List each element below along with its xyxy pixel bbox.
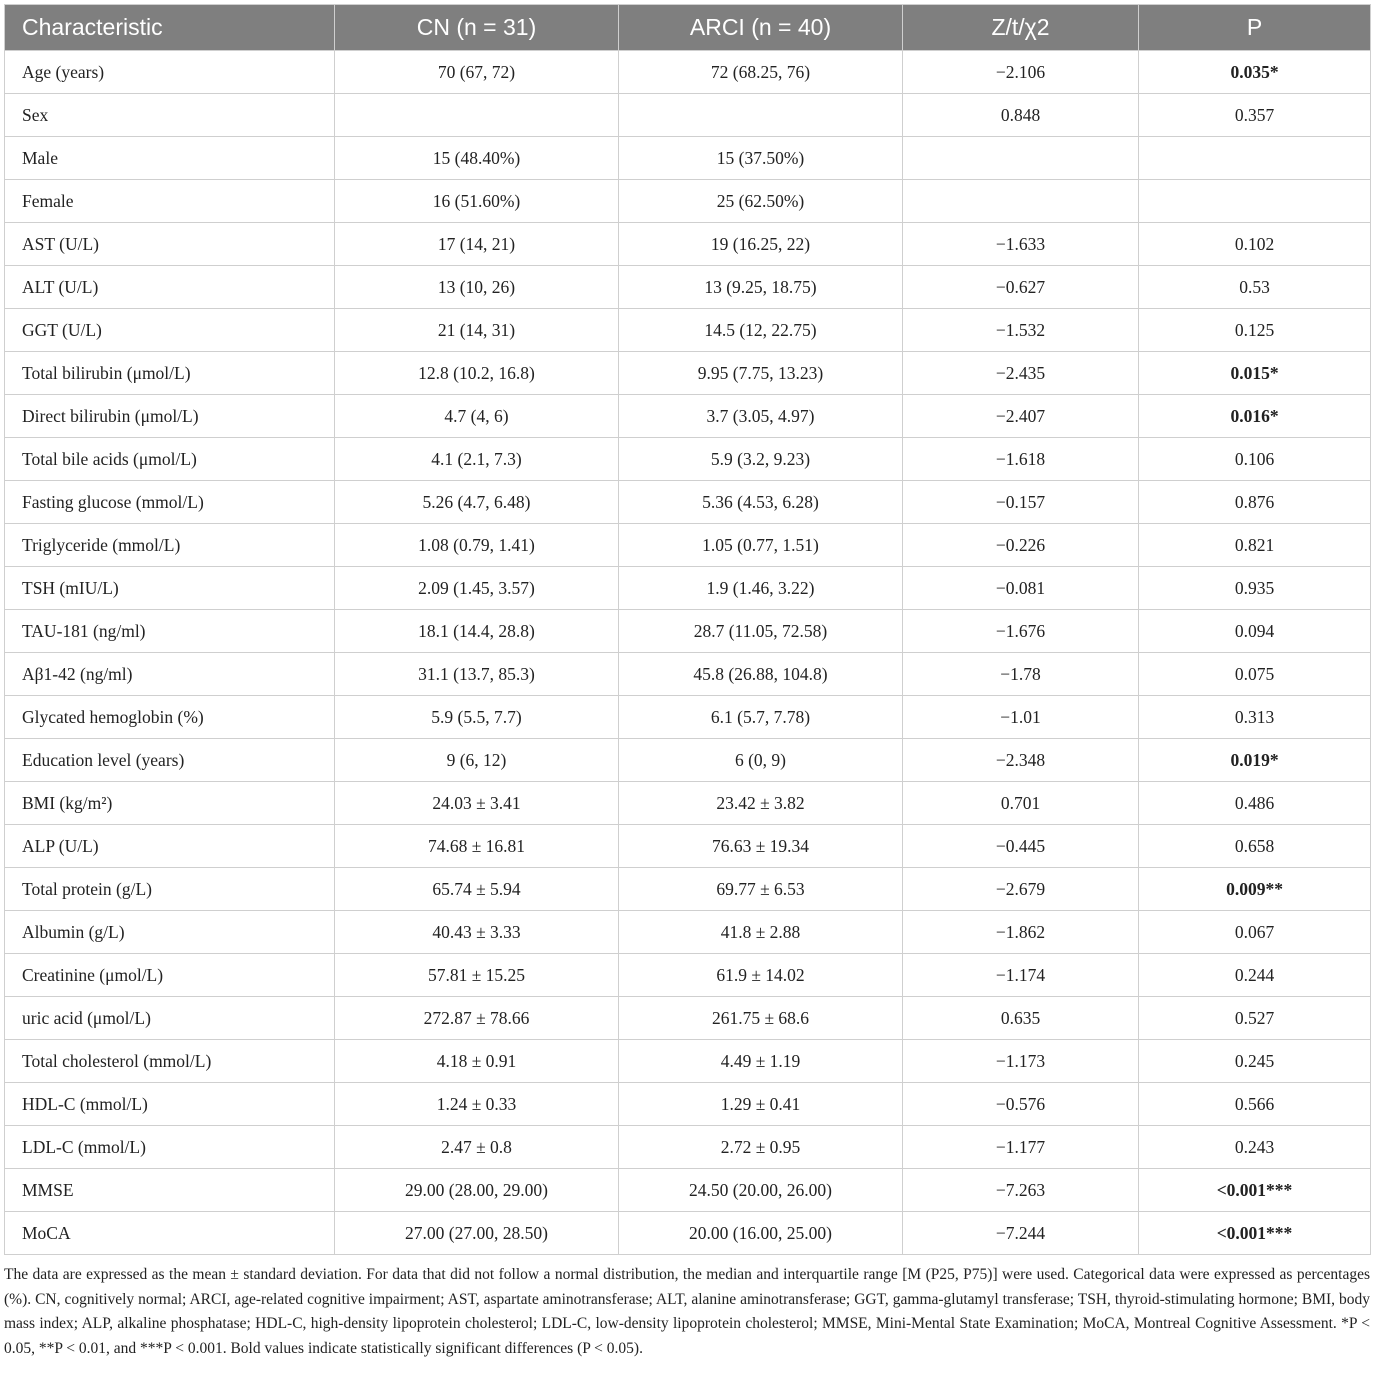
cell-cn: 21 (14, 31): [335, 309, 619, 352]
table-row: [5, 1212, 1371, 1255]
cell-statistic: −2.407: [903, 395, 1139, 438]
cell-characteristic: MoCA: [5, 1212, 335, 1255]
cell-statistic: −0.445: [903, 825, 1139, 868]
table-row: [5, 653, 1371, 696]
cell-arci: [619, 94, 903, 137]
cell-arci: 1.29 ± 0.41: [619, 1083, 903, 1126]
cell-statistic: −1.618: [903, 438, 1139, 481]
cell-statistic: −1.633: [903, 223, 1139, 266]
cell-statistic: −0.627: [903, 266, 1139, 309]
cell-p-value: 0.53: [1139, 266, 1371, 309]
cell-statistic: −0.576: [903, 1083, 1139, 1126]
cell-statistic: 0.635: [903, 997, 1139, 1040]
table-body: [5, 51, 1371, 1255]
cell-arci: 45.8 (26.88, 104.8): [619, 653, 903, 696]
cell-characteristic: Education level (years): [5, 739, 335, 782]
characteristics-table: [4, 4, 1371, 1255]
cell-statistic: −0.081: [903, 567, 1139, 610]
cell-arci: 25 (62.50%): [619, 180, 903, 223]
cell-characteristic: AST (U/L): [5, 223, 335, 266]
cell-p-value: 0.019*: [1139, 739, 1371, 782]
cell-characteristic: BMI (kg/m²): [5, 782, 335, 825]
cell-characteristic: Total bile acids (μmol/L): [5, 438, 335, 481]
cell-p-value: 0.075: [1139, 653, 1371, 696]
table-row: [5, 352, 1371, 395]
cell-arci: 20.00 (16.00, 25.00): [619, 1212, 903, 1255]
header-cn: CN (n = 31): [335, 5, 619, 51]
cell-characteristic: Direct bilirubin (μmol/L): [5, 395, 335, 438]
cell-statistic: −2.106: [903, 51, 1139, 94]
table-row: [5, 696, 1371, 739]
table-row: [5, 739, 1371, 782]
cell-cn: 4.18 ± 0.91: [335, 1040, 619, 1083]
table-footnote: The data are expressed as the mean ± standard deviation. For data that did not follow a normal distribution, the median and interquartile range [M (P25, P75)] were used. Categorical data were expressed as percentages (%). CN, cognitively normal; ARCI, age-related cognitive impairment; AST, aspartate aminotransferase; ALT, alanine aminotransferase; GGT, gamma-glutamyl transferase; TSH, thyroid-stimulating hormone; BMI, body mass index; ALP, alkaline phosphatase; HDL-C, high-density lipoprotein cholesterol; LDL-C, low-density lipoprotein cholesterol; MMSE, Mini-Mental State Examination; MoCA, Montreal Cognitive Assessment. *P < 0.05, **P < 0.01, and ***P < 0.001. Bold values indicate statistically significant differences (P < 0.05).: [4, 1266, 1370, 1357]
cell-characteristic: TAU-181 (ng/ml): [5, 610, 335, 653]
cell-p-value: 0.935: [1139, 567, 1371, 610]
cell-p-value: 0.566: [1139, 1083, 1371, 1126]
cell-characteristic: Aβ1-42 (ng/ml): [5, 653, 335, 696]
cell-p-value: 0.357: [1139, 94, 1371, 137]
table-row: [5, 266, 1371, 309]
cell-cn: 17 (14, 21): [335, 223, 619, 266]
cell-arci: 6 (0, 9): [619, 739, 903, 782]
table-row: [5, 1126, 1371, 1169]
cell-cn: 27.00 (27.00, 28.50): [335, 1212, 619, 1255]
cell-p-value: 0.243: [1139, 1126, 1371, 1169]
table-row: [5, 1169, 1371, 1212]
cell-cn: 15 (48.40%): [335, 137, 619, 180]
cell-p-value: 0.527: [1139, 997, 1371, 1040]
cell-characteristic: GGT (U/L): [5, 309, 335, 352]
cell-arci: 4.49 ± 1.19: [619, 1040, 903, 1083]
table-row: [5, 954, 1371, 997]
cell-cn: 16 (51.60%): [335, 180, 619, 223]
cell-statistic: −1.78: [903, 653, 1139, 696]
table-row: [5, 137, 1371, 180]
cell-statistic: −2.435: [903, 352, 1139, 395]
cell-arci: 41.8 ± 2.88: [619, 911, 903, 954]
cell-characteristic: Total protein (g/L): [5, 868, 335, 911]
cell-p-value: 0.821: [1139, 524, 1371, 567]
table-header: [5, 5, 1371, 51]
cell-p-value: <0.001***: [1139, 1169, 1371, 1212]
cell-characteristic: TSH (mIU/L): [5, 567, 335, 610]
header-characteristic: Characteristic: [5, 5, 335, 51]
cell-characteristic: Male: [5, 137, 335, 180]
cell-characteristic: Glycated hemoglobin (%): [5, 696, 335, 739]
cell-p-value: 0.106: [1139, 438, 1371, 481]
cell-p-value: [1139, 180, 1371, 223]
cell-characteristic: MMSE: [5, 1169, 335, 1212]
cell-arci: 1.05 (0.77, 1.51): [619, 524, 903, 567]
cell-cn: 18.1 (14.4, 28.8): [335, 610, 619, 653]
cell-cn: 2.47 ± 0.8: [335, 1126, 619, 1169]
header-p-value: P: [1139, 5, 1371, 51]
table-row: [5, 997, 1371, 1040]
cell-arci: 15 (37.50%): [619, 137, 903, 180]
cell-p-value: 0.245: [1139, 1040, 1371, 1083]
table-row: [5, 481, 1371, 524]
cell-arci: 6.1 (5.7, 7.78): [619, 696, 903, 739]
cell-cn: 9 (6, 12): [335, 739, 619, 782]
table-row: [5, 395, 1371, 438]
cell-p-value: <0.001***: [1139, 1212, 1371, 1255]
cell-statistic: −0.157: [903, 481, 1139, 524]
cell-statistic: −1.177: [903, 1126, 1139, 1169]
cell-characteristic: Age (years): [5, 51, 335, 94]
cell-statistic: −1.532: [903, 309, 1139, 352]
cell-p-value: 0.035*: [1139, 51, 1371, 94]
table-row: [5, 51, 1371, 94]
cell-statistic: −1.173: [903, 1040, 1139, 1083]
cell-arci: 19 (16.25, 22): [619, 223, 903, 266]
cell-cn: 5.9 (5.5, 7.7): [335, 696, 619, 739]
cell-arci: 76.63 ± 19.34: [619, 825, 903, 868]
cell-cn: 31.1 (13.7, 85.3): [335, 653, 619, 696]
table-row: [5, 1040, 1371, 1083]
table-row: [5, 782, 1371, 825]
cell-statistic: −1.174: [903, 954, 1139, 997]
cell-statistic: 0.701: [903, 782, 1139, 825]
cell-cn: 29.00 (28.00, 29.00): [335, 1169, 619, 1212]
cell-statistic: −1.01: [903, 696, 1139, 739]
cell-cn: 272.87 ± 78.66: [335, 997, 619, 1040]
cell-cn: 74.68 ± 16.81: [335, 825, 619, 868]
cell-arci: 13 (9.25, 18.75): [619, 266, 903, 309]
cell-cn: 2.09 (1.45, 3.57): [335, 567, 619, 610]
cell-p-value: 0.009**: [1139, 868, 1371, 911]
cell-arci: 24.50 (20.00, 26.00): [619, 1169, 903, 1212]
cell-statistic: −1.676: [903, 610, 1139, 653]
table-row: [5, 309, 1371, 352]
cell-arci: 72 (68.25, 76): [619, 51, 903, 94]
cell-characteristic: Female: [5, 180, 335, 223]
cell-arci: 9.95 (7.75, 13.23): [619, 352, 903, 395]
cell-characteristic: ALP (U/L): [5, 825, 335, 868]
cell-arci: 28.7 (11.05, 72.58): [619, 610, 903, 653]
table-row: [5, 911, 1371, 954]
cell-p-value: 0.876: [1139, 481, 1371, 524]
header-arci: ARCI (n = 40): [619, 5, 903, 51]
cell-cn: [335, 94, 619, 137]
cell-statistic: −7.244: [903, 1212, 1139, 1255]
table-row: [5, 567, 1371, 610]
cell-statistic: 0.848: [903, 94, 1139, 137]
cell-statistic: −7.263: [903, 1169, 1139, 1212]
cell-p-value: 0.125: [1139, 309, 1371, 352]
cell-arci: 3.7 (3.05, 4.97): [619, 395, 903, 438]
cell-characteristic: Total cholesterol (mmol/L): [5, 1040, 335, 1083]
cell-characteristic: HDL-C (mmol/L): [5, 1083, 335, 1126]
cell-statistic: −2.679: [903, 868, 1139, 911]
cell-cn: 57.81 ± 15.25: [335, 954, 619, 997]
cell-arci: 261.75 ± 68.6: [619, 997, 903, 1040]
table-row: [5, 825, 1371, 868]
cell-arci: 61.9 ± 14.02: [619, 954, 903, 997]
cell-cn: 40.43 ± 3.33: [335, 911, 619, 954]
table-row: [5, 1083, 1371, 1126]
cell-statistic: −0.226: [903, 524, 1139, 567]
cell-characteristic: uric acid (μmol/L): [5, 997, 335, 1040]
cell-cn: 24.03 ± 3.41: [335, 782, 619, 825]
cell-cn: 4.1 (2.1, 7.3): [335, 438, 619, 481]
cell-characteristic: Total bilirubin (μmol/L): [5, 352, 335, 395]
cell-characteristic: Albumin (g/L): [5, 911, 335, 954]
cell-arci: 69.77 ± 6.53: [619, 868, 903, 911]
cell-arci: 2.72 ± 0.95: [619, 1126, 903, 1169]
cell-cn: 4.7 (4, 6): [335, 395, 619, 438]
cell-cn: 1.08 (0.79, 1.41): [335, 524, 619, 567]
cell-arci: 5.36 (4.53, 6.28): [619, 481, 903, 524]
cell-characteristic: Creatinine (μmol/L): [5, 954, 335, 997]
cell-arci: 23.42 ± 3.82: [619, 782, 903, 825]
table-row: [5, 868, 1371, 911]
cell-arci: 14.5 (12, 22.75): [619, 309, 903, 352]
cell-p-value: 0.313: [1139, 696, 1371, 739]
cell-p-value: 0.486: [1139, 782, 1371, 825]
cell-characteristic: Sex: [5, 94, 335, 137]
cell-p-value: 0.016*: [1139, 395, 1371, 438]
table-row: [5, 223, 1371, 266]
cell-cn: 1.24 ± 0.33: [335, 1083, 619, 1126]
cell-statistic: −1.862: [903, 911, 1139, 954]
cell-statistic: −2.348: [903, 739, 1139, 782]
cell-characteristic: ALT (U/L): [5, 266, 335, 309]
cell-cn: 5.26 (4.7, 6.48): [335, 481, 619, 524]
cell-p-value: 0.094: [1139, 610, 1371, 653]
table-container: [4, 4, 1370, 1377]
cell-p-value: [1139, 137, 1371, 180]
cell-cn: 13 (10, 26): [335, 266, 619, 309]
table-row: [5, 180, 1371, 223]
cell-arci: 5.9 (3.2, 9.23): [619, 438, 903, 481]
cell-arci: 1.9 (1.46, 3.22): [619, 567, 903, 610]
table-row: [5, 438, 1371, 481]
table-row: [5, 524, 1371, 567]
table-row: [5, 610, 1371, 653]
cell-cn: 70 (67, 72): [335, 51, 619, 94]
table-row: [5, 94, 1371, 137]
header-statistic: Z/t/χ2: [903, 5, 1139, 51]
cell-p-value: 0.244: [1139, 954, 1371, 997]
cell-cn: 12.8 (10.2, 16.8): [335, 352, 619, 395]
cell-p-value: 0.067: [1139, 911, 1371, 954]
cell-p-value: 0.015*: [1139, 352, 1371, 395]
cell-characteristic: Fasting glucose (mmol/L): [5, 481, 335, 524]
cell-p-value: 0.658: [1139, 825, 1371, 868]
cell-p-value: 0.102: [1139, 223, 1371, 266]
cell-characteristic: LDL-C (mmol/L): [5, 1126, 335, 1169]
cell-characteristic: Triglyceride (mmol/L): [5, 524, 335, 567]
header-row: [5, 5, 1371, 51]
cell-cn: 65.74 ± 5.94: [335, 868, 619, 911]
cell-statistic: [903, 180, 1139, 223]
cell-statistic: [903, 137, 1139, 180]
